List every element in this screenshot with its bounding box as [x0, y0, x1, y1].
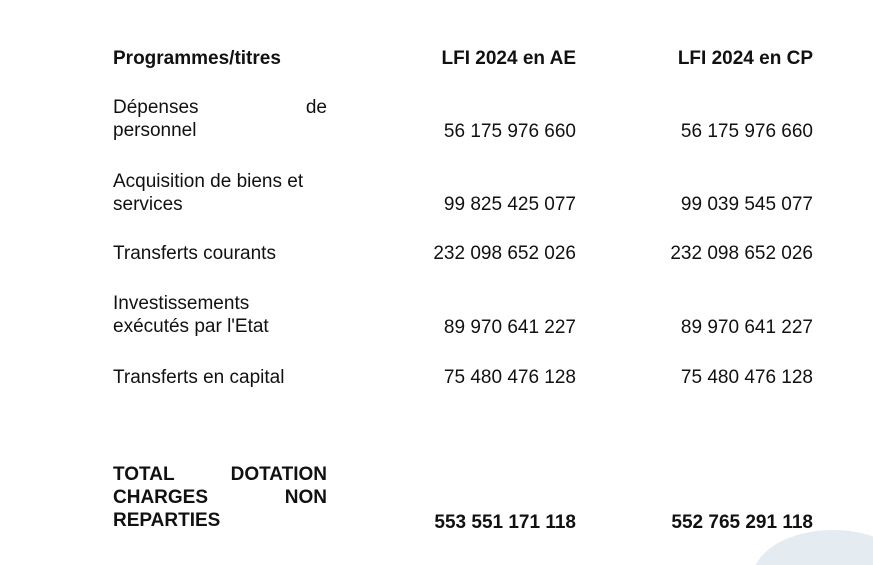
total-label-line: TOTAL DOTATION	[113, 464, 327, 485]
header-cp: LFI 2024 en CP	[677, 48, 813, 69]
row-ae-value: 89 970 641 227	[443, 317, 576, 338]
row-cp-value: 232 098 652 026	[670, 243, 813, 264]
row-label-transferts-courants	[113, 242, 327, 265]
row-label-line: Acquisition de biens et	[113, 171, 304, 192]
row-label-line: exécutés par l'Etat	[113, 316, 269, 337]
row-label-line: services	[113, 194, 183, 215]
total-label-line: REPARTIES	[113, 510, 221, 531]
header-programmes-text: Programmes/titres	[113, 48, 281, 69]
total-label	[113, 463, 327, 532]
total-cp-value: 552 765 291 118	[671, 512, 813, 533]
row-cp-value: 89 970 641 227	[680, 317, 813, 338]
row-cp-value: 75 480 476 128	[680, 367, 813, 388]
row-label-depenses-personnel	[113, 96, 327, 142]
row-ae-value: 56 175 976 660	[443, 121, 576, 142]
header-programmes	[113, 47, 327, 70]
header-ae: LFI 2024 en AE	[441, 48, 576, 69]
row-ae-value: 99 825 425 077	[443, 194, 576, 215]
row-ae-value: 232 098 652 026	[433, 243, 576, 264]
row-label-line: Dépenses de	[113, 97, 327, 118]
total-label-line: CHARGES NON	[113, 487, 327, 508]
row-label-line: personnel	[113, 120, 197, 141]
row-cp-value: 99 039 545 077	[680, 194, 813, 215]
row-label-line: Investissements	[113, 293, 250, 314]
row-label-acquisition-biens	[113, 170, 327, 216]
row-label-line: Transferts courants	[113, 243, 276, 264]
total-ae-value: 553 551 171 118	[434, 512, 576, 533]
row-label-investissements	[113, 292, 327, 338]
row-label-line: Transferts en capital	[113, 367, 285, 388]
row-label-transferts-capital	[113, 366, 327, 389]
row-cp-value: 56 175 976 660	[680, 121, 813, 142]
row-ae-value: 75 480 476 128	[443, 367, 576, 388]
